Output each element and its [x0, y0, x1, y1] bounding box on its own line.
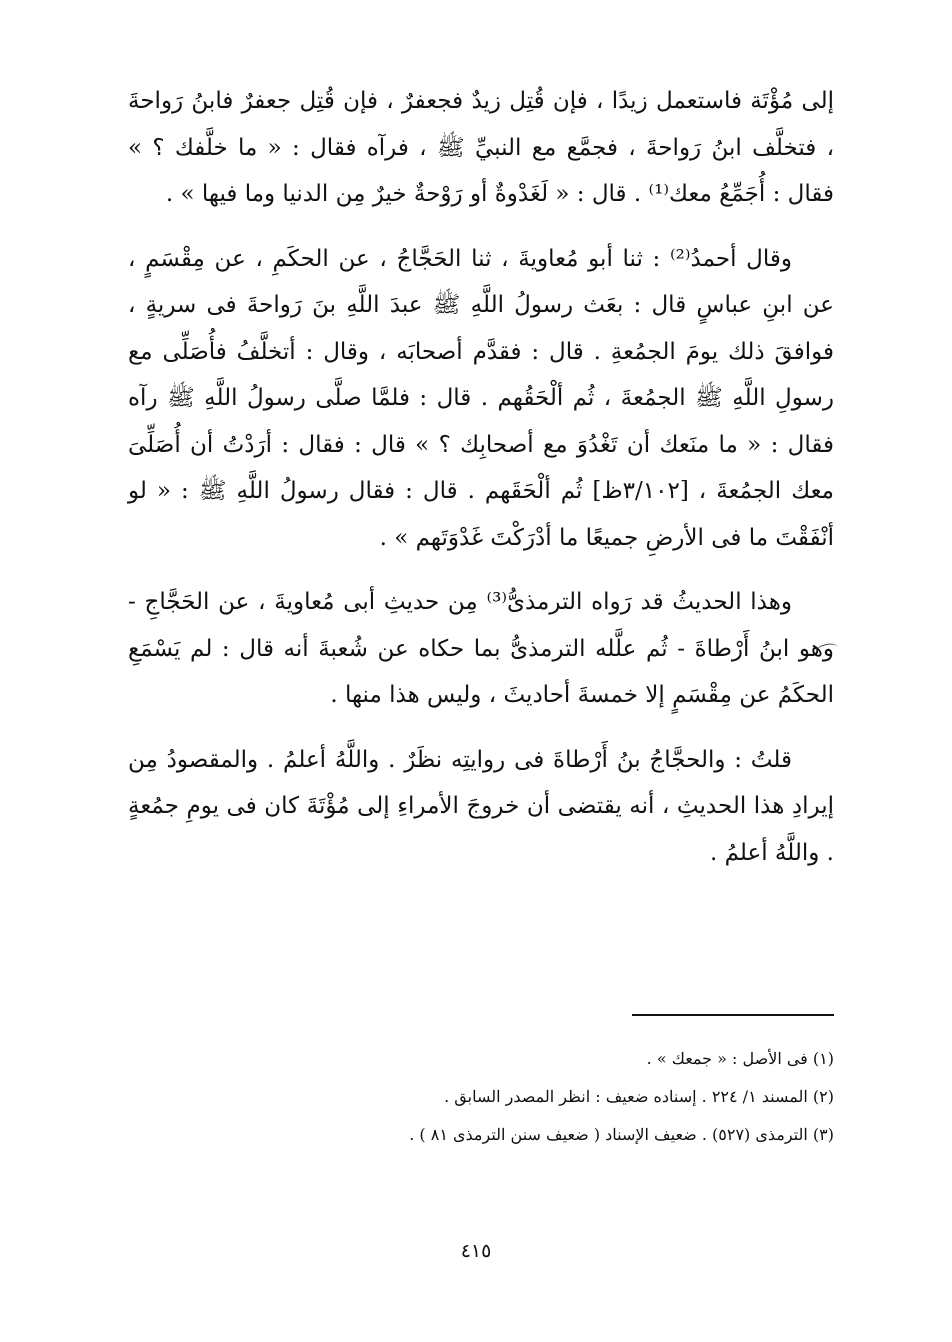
page-number: ٤١٥: [460, 1240, 492, 1262]
main-text: [128, 78, 834, 894]
paragraph-1: إلى مُؤْتَة فاستعمل زيدًا ، فإن قُتِل زيدٌ فجعفرٌ ، فإن قُتِل جعفرٌ فابنُ رَواحةَ ، فتخلَّف ابنُ رَواحةَ ، فجمَّع مع النبيِّ ﷺ ، فرآه فقال : « ما خلَّفك ؟ » فقال : أُجَمِّعُ معك⁽¹⁾ . قال : « لَغَدْوةٌ أو رَوْحةٌ خيرٌ مِن الدنيا وما فيها » .: [128, 88, 834, 207]
paragraph-4: قلتُ : والحجَّاجُ بنُ أَرْطاةَ فى روايتِه نظَرٌ . واللَّهُ أعلمُ . والمقصودُ مِن إيرادِ هذا الحديثِ ، أنه يقتضى أن خروجَ الأمراءِ إلى مُؤْتَةَ كان فى يومِ جمُعةٍ . واللَّهُ أعلمُ .: [128, 746, 834, 866]
footnote-1: (١) فى الأصل : « جمعك » .: [646, 1049, 834, 1068]
footnote-3: (٣) الترمذى (٥٢٧) . ضعيف الإسناد ( ضعيف سنن الترمذى ٨١ ) .: [409, 1125, 834, 1144]
footnote-2: (٢) المسند ١/ ٢٢٤ . إسناده ضعيف : انظر المصدر السابق .: [444, 1087, 834, 1106]
paragraph-2: وقال أحمدُ⁽²⁾ : ثنا أبو مُعاويةَ ، ثنا الحَجَّاجُ ، عن الحكَمِ ، عن مِقْسَمٍ ، عن ابنِ عباسٍ قال : بعَث رسولُ اللَّهِ ﷺ عبدَ اللَّهِ بنَ رَواحةَ فى سريةٍ ، فوافقَ ذلك يومَ الجمُعةِ . قال : فقدَّم أصحابَه ، وقال : أتخلَّفُ فأُصَلِّى مع رسولِ اللَّهِ ﷺ الجمُعةَ ، ثُم ألْحَقُهم . قال : فلمَّا صلَّى رسولُ اللَّهِ ﷺ رآه فقال : « ما منَعك أن تَغْدُوَ مع أصحابِك ؟ » قال : فقال : أرَدْتُ أن أُصَلِّىَ معك الجمُعةَ ، [٣/١٠٢ظ] ثُم ألْحَقَهم . قال : فقال رسولُ اللَّهِ ﷺ : « لو أنْفَقْتَ ما فى الأرضِ جميعًا ما أدْرَكْتَ غَدْوَتَهم » .: [128, 245, 834, 551]
paragraph-3: وهذا الحديثُ قد رَواه الترمذىُّ⁽³⁾ مِن حديثِ أبى مُعاويةَ ، عن الحَجَّاجِ - وهو ابنُ أَرْطاةَ - ثُم علَّله الترمذىُّ بما حكاه عن شُعبةَ أنه قال : لم يَسْمَعِ الحكَمُ عن مِقْسَمٍ إلا خمسةَ أحاديثَ ، وليس هذا منها .: [128, 589, 834, 708]
footnote-divider: [632, 1014, 834, 1016]
footnotes: [128, 1040, 834, 1154]
